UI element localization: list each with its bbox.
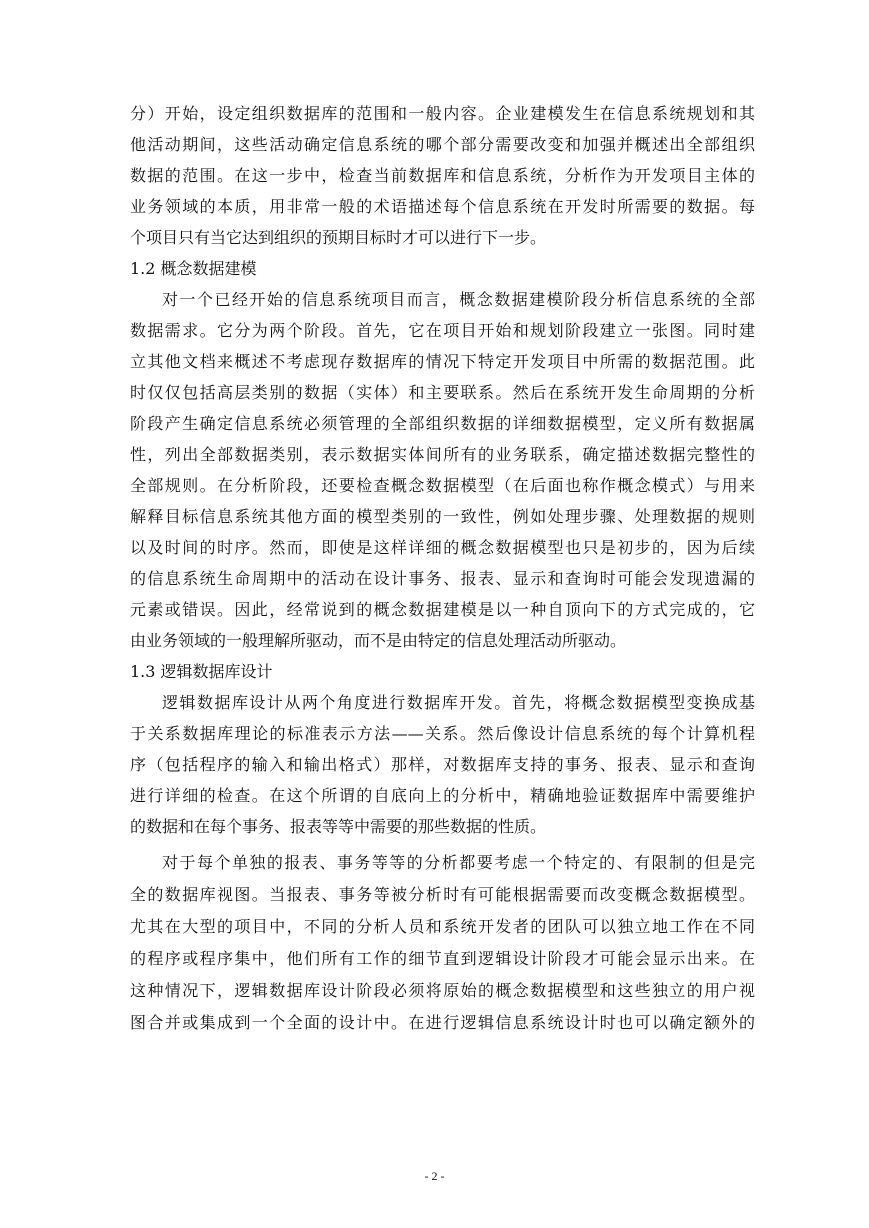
paragraph-line: 性，列出全部数据类别，表示数据实体间所有的业务联系，确定描述数据完整性的 [130,445,755,464]
paragraph-line: 他活动期间，这些活动确定信息系统的哪个部分需要改变和加强并概述出全部组织 [130,135,755,154]
paragraph-line: 全的数据库视图。当报表、事务等被分析时有可能根据需要而改变概念数据模型。 [130,885,755,904]
paragraph-line: 元素或错误。因此，经常说到的概念数据建模是以一种自顶向下的方式完成的，它 [130,600,755,619]
paragraph-line: 进行详细的检查。在这个所谓的自底向上的分析中，精确地验证数据库中需要维护 [130,786,755,805]
section-heading-1-2: 1.2 概念数据建模 [130,259,257,278]
paragraph-line: 阶段产生确定信息系统必须管理的全部组织数据的详细数据模型，定义所有数据属 [130,414,755,433]
paragraph-line: 时仅仅包括高层类别的数据（实体）和主要联系。然后在系统开发生命周期的分析 [130,383,755,402]
paragraph-line: 以及时间的时序。然而，即使是这样详细的概念数据模型也只是初步的，因为后续 [130,538,755,557]
paragraph-line: 的信息系统生命周期中的活动在设计事务、报表、显示和查询时可能会发现遗漏的 [130,569,755,588]
paragraph-line: 数据的范围。在这一步中，检查当前数据库和信息系统，分析作为开发项目主体的 [130,166,755,185]
paragraph-line: 尤其在大型的项目中，不同的分析人员和系统开发者的团队可以独立地工作在不同 [130,917,755,936]
paragraph-line: 分）开始，设定组织数据库的范围和一般内容。企业建模发生在信息系统规划和其 [130,104,755,123]
paragraph-line: 数据需求。它分为两个阶段。首先，它在项目开始和规划阶段建立一张图。同时建 [130,321,755,340]
paragraph-line: 的程序或程序集中，他们所有工作的细节直到逻辑设计阶段才可能会显示出来。在 [130,949,755,968]
paragraph-line: 序（包括程序的输入和输出格式）那样，对数据库支持的事务、报表、显示和查询 [130,755,755,774]
paragraph-line: 解释目标信息系统其他方面的模型类别的一致性，例如处理步骤、处理数据的规则 [130,507,755,526]
paragraph-line: 这种情况下，逻辑数据库设计阶段必须将原始的概念数据模型和这些独立的用户视 [130,981,755,1000]
paragraph-line: 立其他文档来概述不考虑现存数据库的情况下特定开发项目中所需的数据范围。此 [130,352,755,371]
paragraph-line: 个项目只有当它达到组织的预期目标时才可以进行下一步。 [130,228,547,247]
paragraph-line: 逻辑数据库设计从两个角度进行数据库开发。首先，将概念数据模型变换成基 [162,693,755,712]
paragraph-line: 图合并或集成到一个全面的设计中。在进行逻辑信息系统设计时也可以确定额外的 [130,1013,755,1032]
paragraph-line: 的数据和在每个事务、报表等等中需要的那些数据的性质。 [130,817,547,836]
paragraph-line: 对一个已经开始的信息系统项目而言，概念数据建模阶段分析信息系统的全部 [162,290,755,309]
paragraph-line: 由业务领域的一般理解所驱动，而不是由特定的信息处理活动所驱动。 [130,631,627,650]
page-number: - 2 - [424,1169,445,1183]
paragraph-line: 业务领域的本质，用非常一般的术语描述每个信息系统在开发时所需要的数据。每 [130,197,755,216]
paragraph-line: 全部规则。在分析阶段，还要检查概念数据模型（在后面也称作概念模式）与用来 [130,476,755,495]
paragraph-line: 对于每个单独的报表、事务等等的分析都要考虑一个特定的、有限制的但是完 [162,853,755,872]
section-heading-1-3: 1.3 逻辑数据库设计 [130,662,273,681]
paragraph-line: 于关系数据库理论的标准表示方法——关系。然后像设计信息系统的每个计算机程 [130,724,755,743]
